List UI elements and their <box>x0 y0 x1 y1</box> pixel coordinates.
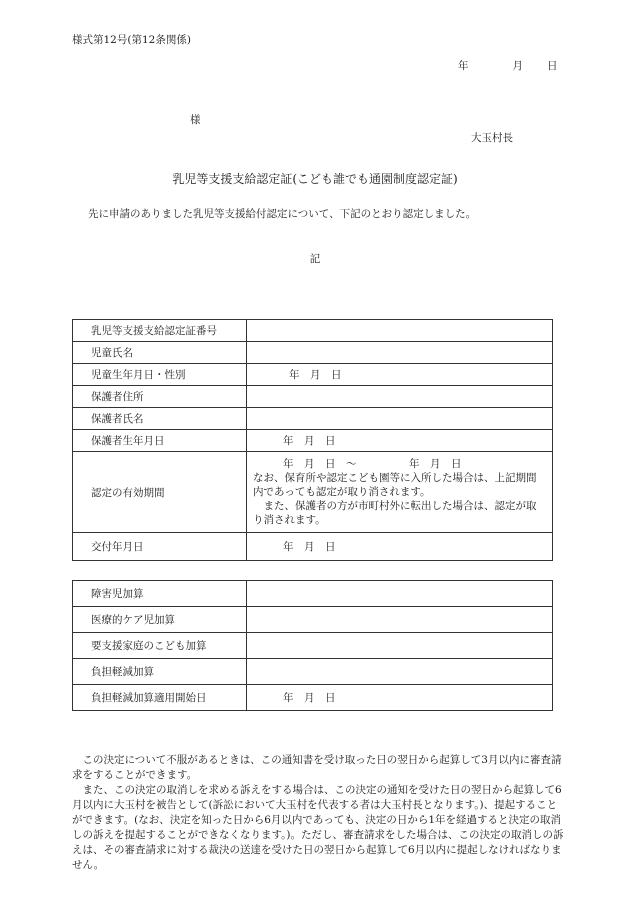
certificate-table <box>72 319 553 561</box>
table-row <box>73 659 553 685</box>
row-label: 障害児加算 <box>73 581 247 607</box>
row-value <box>247 342 553 364</box>
row-label: 児童生年月日・性別 <box>73 364 247 386</box>
row-label: 医療的ケア児加算 <box>73 607 247 633</box>
row-value <box>247 581 553 607</box>
table-row <box>73 364 553 386</box>
period-range: 年 月 日 〜 年 月 日 <box>283 458 462 470</box>
row-label: 負担軽減加算 <box>73 659 247 685</box>
appeal-notes <box>72 753 564 873</box>
row-label: 要支援家庭のこども加算 <box>73 633 247 659</box>
table-row <box>73 607 553 633</box>
date-day: 日 <box>547 60 558 72</box>
intro-text: 先に申請のありました乳児等支援給付認定について、下記のとおり認定しました。 <box>88 208 477 220</box>
notes-paragraph-1: この決定について不服があるときは、この通知書を受け取った日の翌日から起算して3月以内に審査請求をすることができます。 <box>72 754 562 781</box>
row-label: 児童氏名 <box>73 342 247 364</box>
table-row <box>73 685 553 711</box>
table-row-period <box>73 452 553 533</box>
period-note-1: なお、保育所や認定こども園等に入所した場合は、上記期間内であっても認定が取り消されます。 <box>253 472 537 498</box>
row-value <box>247 320 553 342</box>
ki-heading: 記 <box>309 253 321 265</box>
table-row <box>73 633 553 659</box>
table-row <box>73 533 553 561</box>
document-title: 乳児等支援支給認定証(こども誰でも通園制度認定証) <box>172 172 458 186</box>
table-row <box>73 581 553 607</box>
row-value <box>247 659 553 685</box>
row-label: 交付年月日 <box>73 533 247 561</box>
row-label: 認定の有効期間 <box>73 452 247 533</box>
row-value <box>247 408 553 430</box>
date-month: 月 <box>512 60 523 72</box>
row-label: 保護者生年月日 <box>73 430 247 452</box>
row-value <box>247 633 553 659</box>
row-value <box>247 607 553 633</box>
table-row <box>73 342 553 364</box>
issue-date-line <box>458 58 558 73</box>
row-value: 年 月 日 <box>247 430 553 452</box>
row-label: 負担軽減加算適用開始日 <box>73 685 247 711</box>
row-value: 年 月 日 <box>247 533 553 561</box>
table-row <box>73 320 553 342</box>
row-label: 保護者住所 <box>73 386 247 408</box>
row-label: 保護者氏名 <box>73 408 247 430</box>
table-row <box>73 430 553 452</box>
row-value: 年 月 日 <box>247 364 553 386</box>
issuer: 大玉村長 <box>471 132 513 144</box>
row-value: 年 月 日 <box>247 685 553 711</box>
period-note-2: また、保護者の方が市町村外に転出した場合は、認定が取り消されます。 <box>253 500 537 526</box>
table-row <box>73 408 553 430</box>
row-value <box>247 386 553 408</box>
row-label: 乳児等支援支給認定証番号 <box>73 320 247 342</box>
table-row <box>73 386 553 408</box>
additions-table <box>72 580 553 711</box>
notes-paragraph-2: また、この決定の取消しを求める訴えをする場合は、この決定の通知を受けた日の翌日から起算して6月以内に大玉村を被告として(訴訟において大玉村を代表する者は大玉村長となります。)、提起することができます。(なお、決定を知った日から6月以内であっても、決定の日から1年を経過すると決定の取消しの訴えを提起することができなくなります。)。ただし、審査請求をした場合は、この決定の取消しの訴えは、その審査請求に対する裁決の送達を受けた日の翌日から起算して6月以内に提起しなければなりません。 <box>72 784 564 871</box>
form-number: 様式第12号(第12条関係) <box>72 34 191 46</box>
date-year: 年 <box>458 60 469 72</box>
recipient-suffix: 様 <box>190 114 201 126</box>
period-value <box>247 452 553 533</box>
